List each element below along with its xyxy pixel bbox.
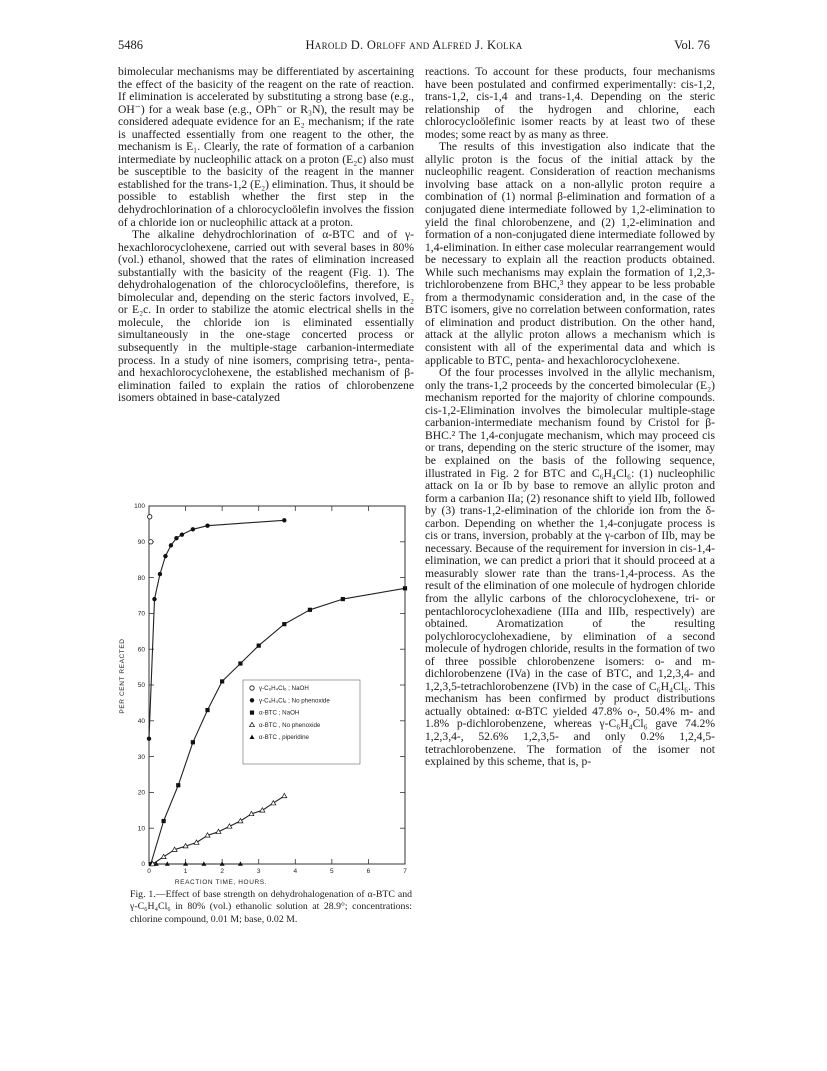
data-point: [205, 523, 209, 527]
data-point: [257, 644, 261, 648]
paragraph: reactions. To account for these products, four mechanisms have been postulated and confirmed experimentally: cis-1,2, trans-1,2, cis-1,4 and trans-1,4. Depending on the steric relationship of the hydrogen and chlorine, each chlorocycloölefinic isomer reacts by at least two of these modes; some react by as many as three.: [425, 65, 715, 141]
y-tick-label: 100: [134, 503, 145, 511]
data-point: [191, 740, 195, 744]
data-point: [205, 708, 209, 712]
data-point: [403, 586, 407, 590]
right-column: [425, 66, 715, 769]
data-point: [152, 597, 156, 601]
data-point: [180, 532, 184, 536]
x-axis-label: REACTION TIME, HOURS.: [174, 879, 268, 886]
x-tick-label: 7: [403, 868, 407, 875]
y-tick-label: 30: [137, 753, 145, 761]
legend-marker: [250, 698, 254, 702]
x-tick-label: 4: [293, 868, 298, 875]
data-point: [161, 854, 166, 858]
x-tick-label: 6: [366, 868, 371, 875]
legend-label: α-BTC , piperidine: [259, 734, 310, 742]
data-point: [282, 793, 287, 797]
data-point: [271, 801, 276, 805]
legend-label: γ-C₆H₄Cl₆ ; No phenoxide: [259, 697, 330, 705]
data-point: [194, 840, 199, 844]
legend-label: γ-C₆H₄Cl₆ ; NaOH: [259, 685, 309, 692]
legend-marker: [250, 686, 254, 690]
data-point: [238, 661, 242, 665]
x-tick-label: 0: [147, 868, 151, 875]
data-point: [162, 819, 166, 823]
data-point: [147, 737, 151, 741]
data-point: [220, 679, 224, 683]
legend-label: α-BTC ; NaOH: [259, 709, 300, 717]
y-tick-label: 70: [137, 610, 145, 618]
y-tick-label: 50: [137, 682, 145, 690]
paragraph: Of the four processes involved in the allylic mechanism, only the trans-1,2 proceeds by the concerted bimolecular (E₂) mechanism reported for the majority of chlorine compounds. cis-1,2-Elimination involves the bimolecular multiple-stage carbanion-intermediate mechanism found by Cristol for β-BHC.² The 1,4-conjugate mechanism, which may proceed cis or trans, depending on the steric structure of the isomer, may be explained on the basis of the following sequence, illustrated in Fig. 2 for BTC and C₆H₄Cl₆: (1) nucleophilic attack on Ia or Ib by base to remove an allylic proton and form a carbanion IIa; (2) resonance shift to yield IIb, followed by (3) trans-1,2-elimination of the chloride ion from the δ-carbon. Depending on whether the 1,4-conjugate process is cis or trans, inversion, probably at the γ-carbon of IIb, may be necessary. Because of the requirement for inversion in cis-1,4-elimination, we can predict a priori that it should proceed at a measurably slower rate than the trans-1,4-process. As the result of the elimination of one molecule of hydrogen chloride from the allylic carbons of the chlorocyclohexene, tri- or pentachlorocyclohexadiene (IIIa and IIIb, respectively) are obtained. Aromatization of the resulting polychlorocyclohexadiene, by elimination of a second molecule of hydrogen chloride, results in the formation of two of three possible chlorobenzene isomers: o- and m-dichlorobenzene (IVa) in the case of BTC, and 1,2,3,4- and 1,2,3,5-tetrachlorobenzene (IVb) in the case of C₆H₄Cl₆. This mechanism has been confirmed by product distributions actually obtained: α-BTC yielded 47.8% o-, 50.4% m- and 1.8% p-dichlorobenzene, whereas γ-C₆H₄Cl₆ gave 74.2% 1,2,3,4-, 52.6% 1,2,3,5- and only 0.2% 1,2,4,5-tetrachlorobenzene. The formation of the isomer not explained by this scheme, that is, p-: [425, 366, 715, 769]
y-tick-label: 10: [137, 825, 145, 833]
legend-marker: [250, 711, 254, 715]
page-number: 5486: [118, 38, 143, 52]
chart-legend: [243, 680, 360, 764]
data-point: [260, 808, 265, 812]
running-head-authors: Harold D. Orloff and Alfred J. Kolka: [305, 38, 523, 52]
x-tick-label: 2: [220, 868, 224, 875]
data-point: [282, 518, 286, 522]
paragraph: The alkaline dehydrochlorination of α-BTC and of γ-hexachlorocyclohexene, carried out with several bases in 80% (vol.) ethanol, showed that the rates of elimination increased substantially with the basicity of the reagent (Fig. 1). The dehydrohalogenation of the chlorocycloölefins, therefore, is bimolecular and, depending on the steric factors involved, E₂ or E₂c. In order to stabilize the atomic electrical shells in the molecule, the chloride ion is eliminated essentially simultaneously in the one-stage concerted process or subsequently in the multiple-stage carbanion-intermediate process. In a study of nine isomers, comprising tetra-, penta- and hexachlorocyclohexene, the established mechanism of β-elimination failed to explain the ratios of chlorobenzene isomers obtained in base-catalyzed: [118, 228, 414, 405]
data-point: [308, 608, 312, 612]
figure-caption: Fig. 1.—Effect of base strength on dehydrohalogenation of α-BTC and γ-C₆H₄Cl₆ in 80% (vol.) ethanolic solution at 28.9°; concentrations: chlorine compound, 0.01 M; base, 0.02 M.: [130, 889, 412, 925]
x-tick-label: 3: [256, 868, 261, 875]
figure-1: [118, 500, 414, 890]
running-header: [118, 38, 710, 54]
volume-number: Vol. 76: [674, 38, 710, 52]
data-point: [176, 783, 180, 787]
data-point: [238, 818, 243, 822]
data-point: [163, 554, 167, 558]
data-point: [191, 527, 195, 531]
y-tick-label: 90: [137, 539, 145, 546]
paragraph: The results of this investigation also indicate that the allylic proton is the focus of the initial attack by the nucleophilic reagent. Consideration of reaction mechanisms involving base attack on a non-allylic proton require a combination of (1) normal β-elimination and formation of a conjugated diene intermediate followed by 1,2-elimination to yield the final chlorobenzene, and (2) 1,2-elimination and formation of a non-conjugated diene intermediate followed by 1,4-elimination. In either case molecular rearrangement would be necessary to explain all the reaction products obtained. While such mechanisms may explain the formation of 1,2,3-trichlorobenzene from BHC,³ they appear to be less probable from a thermodynamic consideration and, in the case of the BTC isomers, give no correlation between conformation, rates of elimination and product distribution. On the other hand, attack at the allylic proton allows a mechanism which is consistent with all of the experimental data and which is applicable to BTC, penta- and hexachlorocyclohexene.: [425, 140, 715, 367]
paragraph: bimolecular mechanisms may be differentiated by ascertaining the effect of the basicity of the reagent on the rate of reaction. If elimination is accelerated by substituting a strong base (e.g., OH⁻) for a weak base (e.g., OPh⁻ or R₃N), the result may be considered adequate evidence for an E₂ mechanism; if the rate is unaffected essentially from one reagent to the other, the mechanism is E₁. Clearly, the rate of formation of a carbanion intermediate by nucleophilic attack on a proton (E₂c) also must be susceptible to the basicity of the reagent in the manner established for the trans-1,2 (E₂) elimination. Thus, it should be possible to establish whether the first step in the dehydrochlorination of a chlorocycloölefin involves the fission of a chloride ion or nucleophilic attack at a proton.: [118, 65, 414, 229]
y-tick-label: 0: [141, 861, 145, 869]
y-tick-label: 40: [137, 718, 145, 725]
y-tick-label: 60: [137, 646, 145, 654]
data-point: [169, 543, 173, 547]
x-tick-label: 5: [330, 868, 334, 875]
data-point: [148, 515, 152, 519]
data-point: [158, 572, 162, 576]
left-column: [118, 66, 414, 405]
data-point: [174, 536, 178, 540]
y-tick-label: 20: [137, 789, 145, 797]
y-tick-label: 80: [137, 574, 145, 582]
data-point: [282, 622, 286, 626]
y-axis-label: PER CENT REACTED: [119, 638, 126, 714]
legend-label: α-BTC , No phenoxide: [259, 721, 321, 729]
x-tick-label: 1: [183, 868, 188, 875]
data-point: [341, 597, 345, 601]
chart: [118, 500, 414, 890]
data-point: [149, 540, 153, 544]
